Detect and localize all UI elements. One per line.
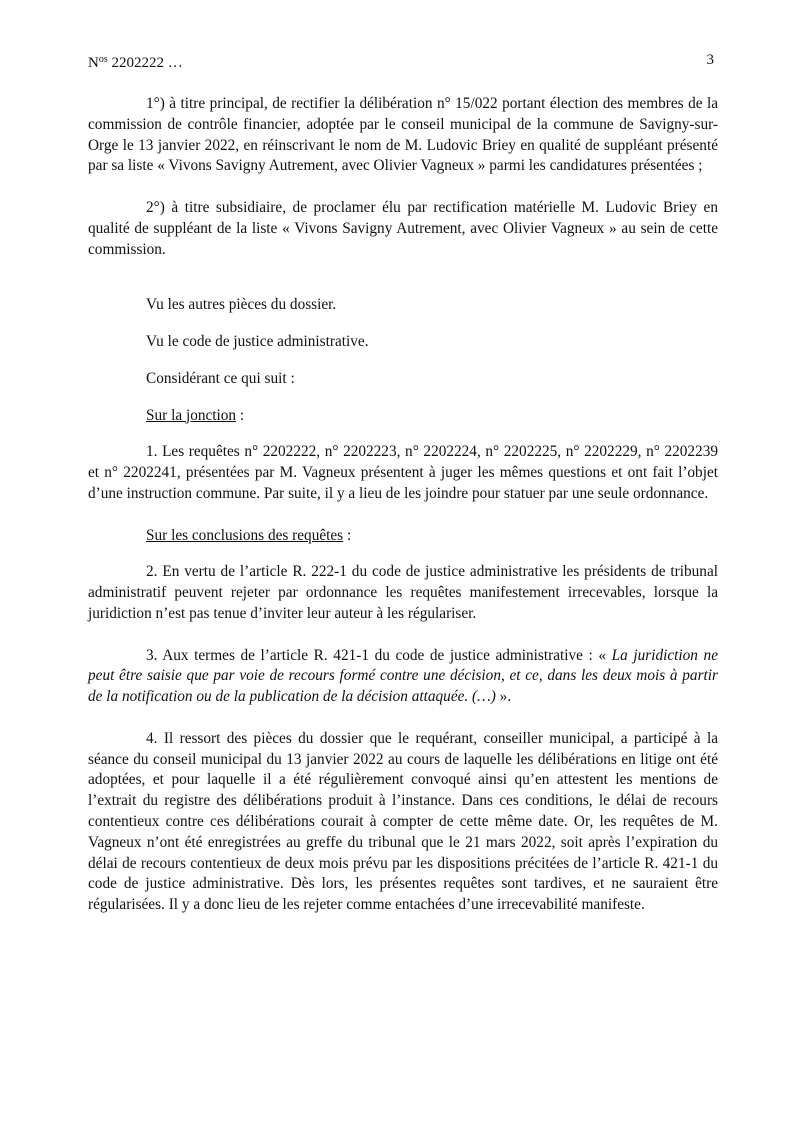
paragraph-3: 3. Aux termes de l’article R. 421-1 du code de justice administrative : « La juridiction ne peut être saisie que par voie de recours formé contre une décision, et ce, dans les deux mois à partir de la notification ou de la publication de la décision attaquée. (…) ». [88,646,718,706]
paragraph-4: 4. Il ressort des pièces du dossier que le requérant, conseiller municipal, a participé à la séance du conseil municipal du 13 janvier 2022 au cours de laquelle les délibérations en litige ont été adoptées, et pour laquelle il a été régulièrement convoqué ainsi qu’en attestent les mentions de l’extrait du registre des délibérations produit à l’instance. Dans ces conditions, le délai de recours contentieux contre ces délibérations courait à compter de cette même date. Or, les requêtes de M. Vagneux n’ont été enregistrées au greffe du tribunal que le 21 mars 2022, soit après l’expiration du délai de recours contentieux de deux mois prévu par les dispositions précitées de l’article R. 421-1 du code de justice administrative. Dès lors, les présentes requêtes sont tardives, et ne sauraient être régularisées. Il y a donc lieu de les rejeter comme entachées d’une irrecevabilité manifeste. [88,729,718,914]
heading-jonction-text: Sur la jonction [146,406,237,424]
case-number: $N^{os}$ 2202222 … [88,54,183,71]
heading-conclusions-text: Sur les conclusions des requêtes [146,526,344,544]
spacer [88,281,718,295]
vu-pieces: Vu les autres pièces du dossier. [146,296,337,314]
page-number: 3 [706,52,714,68]
paragraph-2: 2. En vertu de l’article R. 222-1 du code de justice administrative les présidents de tribunal administratif peuvent rejeter par ordonnance les requêtes manifestement irrecevables, lorsque la juridiction n’est pas tenue d’inviter leur auteur à les régulariser. [88,563,718,622]
vu-code: Vu le code de justice administrative. [146,332,369,350]
document-body [88,94,718,937]
conclusion-principal: 1°) à titre principal, de rectifier la délibération n° 15/022 portant élection des membres de la commission de contrôle financier, adoptée par le conseil municipal de la commune de Savigny-sur-Orge le 13 janvier 2022, en réinscrivant le nom de M. Ludovic Briey en qualité de suppléant présenté par sa liste « Vivons Savigny Autrement, avec Olivier Vagneux » parmi les candidatures présentées ; [88,95,718,175]
paragraph-1: 1. Les requêtes n° 2202222, n° 2202223, n° 2202224, n° 2202225, n° 2202229, n° 2202239 et n° 2202241, présentées par M. Vagneux présentent à juger les mêmes questions et ont fait l’objet d’une instruction commune. Par suite, il y a lieu de les joindre pour statuer par une seule ordonnance. [88,443,718,502]
considerant: Considérant ce qui suit : [146,369,295,387]
section-heading-jonction: Sur la jonction : [146,406,245,424]
conclusion-subsidiaire: 2°) à titre subsidiaire, de proclamer élu par rectification matérielle M. Ludovic Briey en qualité de suppléant de la liste « Vivons Savigny Autrement, avec Olivier Vagneux » au sein de cette commission. [88,198,718,258]
quoted-article: La juridiction ne peut être saisie que par voie de recours formé contre une décision, et ce, dans les deux mois à partir de la notification ou de la publication de la décision attaquée. (…) [88,646,718,706]
page-header [88,50,714,70]
section-heading-conclusions: Sur les conclusions des requêtes : [146,526,352,544]
